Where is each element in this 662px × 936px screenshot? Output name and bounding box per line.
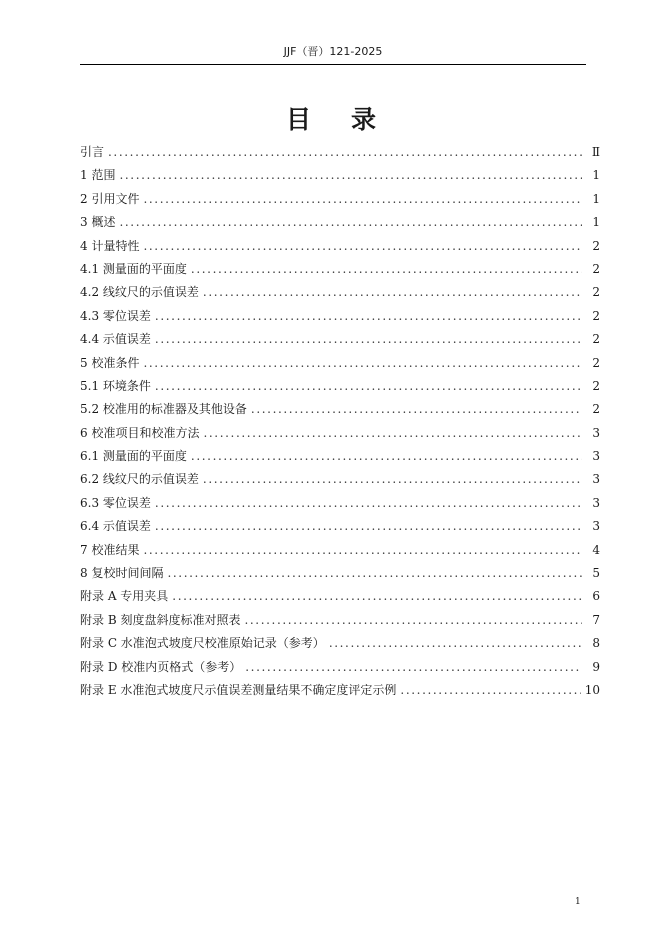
toc-entry-page: 5 (592, 566, 600, 581)
toc-entry-page: 2 (592, 261, 600, 276)
toc-leader (251, 402, 582, 416)
toc-entry-page: 2 (592, 238, 600, 253)
toc-entry-label: 6.3 零位误差 (80, 495, 151, 510)
toc-entry[interactable] (80, 213, 600, 236)
toc-leader (155, 519, 582, 533)
toc-leader (108, 145, 582, 159)
toc-entry-label: 引言 (80, 145, 105, 159)
toc-entry-label: 附录 E 水准泡式坡度尺示值误差测量结果不确定度评定示例 (80, 682, 397, 697)
toc-entry[interactable] (80, 143, 600, 166)
toc-entry-page: 3 (592, 495, 600, 510)
toc-entry-page: 2 (592, 285, 600, 300)
toc-leader (167, 566, 582, 580)
table-of-contents (80, 143, 600, 704)
toc-entry[interactable] (80, 541, 600, 564)
toc-entry[interactable] (80, 517, 600, 540)
toc-leader (245, 660, 582, 674)
toc-leader (143, 239, 582, 253)
page-number: 1 (575, 897, 581, 907)
toc-entry[interactable] (80, 354, 600, 377)
toc-leader (172, 589, 582, 603)
toc-entry-page: 4 (592, 542, 600, 557)
toc-entry-page: 3 (592, 449, 600, 464)
toc-leader (400, 683, 580, 697)
toc-entry[interactable] (80, 494, 600, 517)
toc-entry-label: 5.1 环境条件 (80, 378, 151, 393)
toc-entry[interactable] (80, 237, 600, 260)
toc-entry[interactable] (80, 658, 600, 681)
toc-entry-label: 5 校准条件 (80, 355, 140, 370)
toc-entry-page: 3 (592, 472, 600, 487)
toc-leader (143, 356, 582, 370)
toc-entry[interactable] (80, 260, 600, 283)
toc-entry[interactable] (80, 330, 600, 353)
toc-leader (203, 472, 582, 486)
toc-leader (191, 449, 582, 463)
toc-entry-page: 2 (592, 355, 600, 370)
toc-entry-label: 5.2 校准用的标准器及其他设备 (80, 402, 247, 417)
toc-leader (143, 543, 582, 557)
toc-entry-page: 3 (592, 425, 600, 440)
toc-entry-page: 2 (592, 308, 600, 323)
toc-entry-page: Ⅱ (591, 145, 600, 159)
toc-entry-label: 3 概述 (80, 215, 116, 230)
toc-entry[interactable] (80, 400, 600, 423)
toc-entry[interactable] (80, 634, 600, 657)
toc-entry-page: 2 (592, 332, 600, 347)
toc-leader (203, 285, 582, 299)
toc-entry-label: 4.3 零位误差 (80, 308, 151, 323)
toc-leader (191, 262, 582, 276)
toc-leader (155, 332, 582, 346)
toc-entry[interactable] (80, 377, 600, 400)
toc-entry-label: 附录 C 水准泡式坡度尺校准原始记录（参考） (80, 636, 325, 651)
toc-entry-label: 附录 B 刻度盘斜度标准对照表 (80, 612, 241, 627)
toc-leader (143, 192, 582, 206)
toc-entry-label: 6.4 示值误差 (80, 519, 151, 534)
document-header: JJF（晋）121-2025 (283, 45, 383, 58)
toc-entry-label: 6.1 测量面的平面度 (80, 449, 187, 464)
toc-entry-label: 7 校准结果 (80, 542, 140, 557)
toc-entry[interactable] (80, 166, 600, 189)
toc-entry-page: 1 (592, 191, 600, 206)
toc-entry-label: 4.1 测量面的平面度 (80, 261, 187, 276)
toc-entry[interactable] (80, 470, 600, 493)
toc-leader (329, 636, 582, 650)
toc-entry-label: 4 计量特性 (80, 238, 140, 253)
header-rule (80, 64, 586, 65)
toc-entry-page: 1 (592, 168, 600, 183)
toc-leader (119, 168, 582, 182)
toc-entry-page: 9 (592, 659, 600, 674)
toc-entry-label: 附录 D 校准内页格式（参考） (80, 659, 242, 674)
toc-entry-label: 6.2 线纹尺的示值误差 (80, 472, 199, 487)
toc-entry[interactable] (80, 681, 600, 704)
toc-entry-label: 6 校准项目和校准方法 (80, 425, 200, 440)
toc-entry-label: 4.2 线纹尺的示值误差 (80, 285, 199, 300)
toc-entry[interactable] (80, 564, 600, 587)
page-title: 目录 (285, 105, 416, 134)
toc-entry[interactable] (80, 307, 600, 330)
toc-entry-page: 3 (592, 519, 600, 534)
toc-entry-page: 1 (592, 215, 600, 230)
toc-entry-page: 2 (592, 402, 600, 417)
toc-entry[interactable] (80, 190, 600, 213)
toc-entry[interactable] (80, 611, 600, 634)
toc-entry-page: 6 (592, 589, 600, 604)
toc-entry[interactable] (80, 587, 600, 610)
toc-entry-label: 1 范围 (80, 168, 116, 183)
toc-entry-page: 10 (584, 682, 600, 697)
toc-leader (155, 379, 582, 393)
toc-entry[interactable] (80, 424, 600, 447)
toc-leader (244, 613, 582, 627)
toc-leader (155, 496, 582, 510)
toc-entry-page: 7 (592, 612, 600, 627)
toc-entry-label: 8 复校时间间隔 (80, 566, 164, 581)
toc-leader (155, 309, 582, 323)
toc-entry-label: 附录 A 专用夹具 (80, 589, 169, 604)
toc-leader (119, 215, 582, 229)
toc-entry[interactable] (80, 447, 600, 470)
toc-entry[interactable] (80, 283, 600, 306)
toc-entry-label: 4.4 示值误差 (80, 332, 151, 347)
toc-entry-page: 2 (592, 378, 600, 393)
toc-leader (203, 426, 582, 440)
toc-entry-page: 8 (592, 636, 600, 651)
toc-entry-label: 2 引用文件 (80, 191, 140, 206)
